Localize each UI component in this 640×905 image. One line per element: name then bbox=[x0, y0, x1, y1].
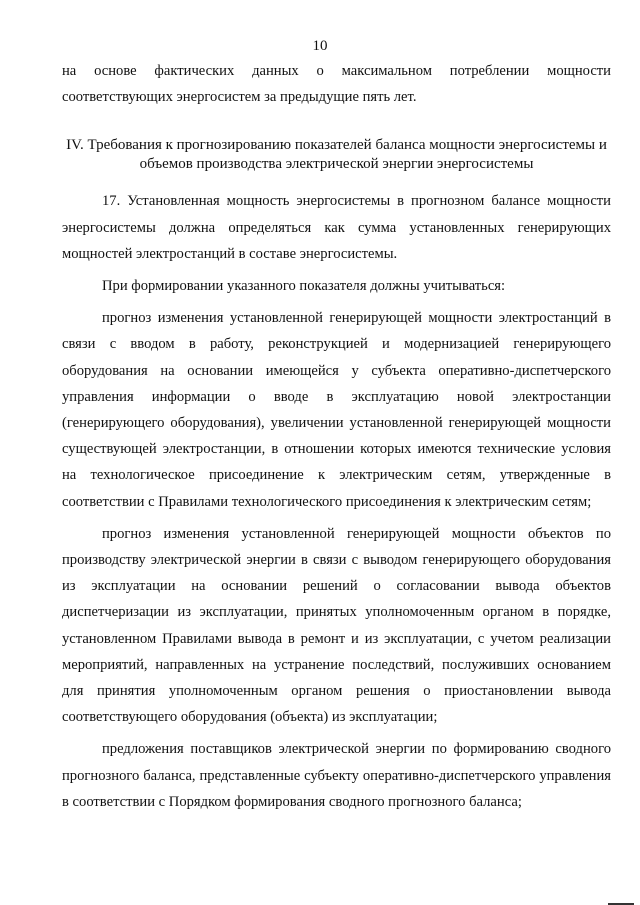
paragraph-continuation: на основе фактических данных о максимальном потреблении мощности соответствующих энергосистем за предыдущие пять лет. bbox=[62, 63, 611, 106]
paragraph-item-decommissioning-forecast: прогноз изменения установленной генерирующей мощности объектов по производству электрической энергии в связи с выводом генерирующего оборудования из эксплуатации на основании решений о согласовании вывода объектов диспетчеризации из эксплуатации, принятых уполномоченным органом в порядке, установленном Правилами вывода в ремонт и из эксплуатации, с учетом реализации мероприятий, направленных на устранение последствий, послуживших основанием для принятия уполномоченным органом решения о приостановлении вывода соответствующего оборудования (объекта) из эксплуатации; bbox=[62, 525, 611, 726]
paragraph-item-commissioning-forecast: прогноз изменения установленной генерирующей мощности электростанций в связи с вводом в работу, реконструкцией и модернизацией генерирующего оборудования на основании имеющейся у субъекта оперативно-диспетчерского управления информации о вводе в эксплуатацию новой электростанции (генерирующего оборудования), увеличении установленной генерирующей мощности существующей электростанции, в отношении которых имеются технические условия на технологическое присоединение к электрическим сетям, утвержденные в соответствии с Правилами технологического присоединения к электрическим сетям; bbox=[62, 310, 611, 510]
page-number: 10 bbox=[312, 38, 328, 54]
section-heading: IV. Требования к прогнозированию показателей баланса мощности энергосистемы и объемов производства электрической энергии энергосистемы bbox=[66, 137, 607, 173]
paragraph-item-supplier-proposals: предложения поставщиков электрической энергии по формированию сводного прогнозного баланса, представленные субъекту оперативно-диспетчерского управления в соответствии с Порядком формирования сводного прогнозного баланса; bbox=[62, 741, 611, 810]
paragraph-considerations-intro: При формировании указанного показателя должны учитываться: bbox=[102, 278, 506, 295]
document-body bbox=[62, 58, 611, 815]
paragraph-17: 17. Установленная мощность энергосистемы в прогнозном балансе мощности энергосистемы должна определяться как сумма установленных генерирующих мощностей электростанций в составе энергосистемы. bbox=[62, 193, 611, 262]
